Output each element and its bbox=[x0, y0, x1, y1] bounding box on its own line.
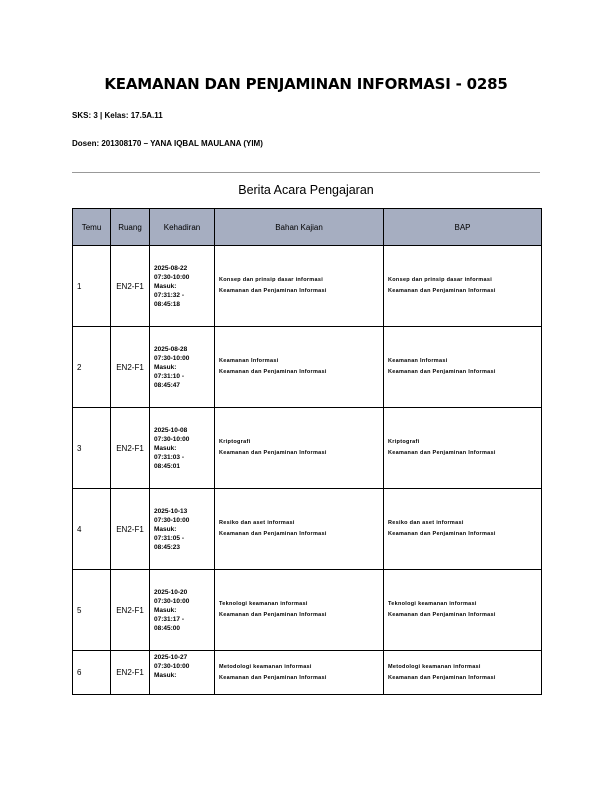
cell-bap: Metodologi keamanan informasi Keamanan dan Penjaminan Informasi bbox=[384, 651, 542, 695]
cell-bahan-kajian: Konsep dan prinsip dasar informasi Keamanan dan Penjaminan Informasi bbox=[215, 246, 384, 327]
section-title: Berita Acara Pengajaran bbox=[238, 183, 374, 197]
table-row bbox=[73, 327, 542, 408]
sks-kelas-info: SKS: 3 | Kelas: 17.5A.11 bbox=[72, 111, 163, 120]
table-row bbox=[73, 651, 542, 695]
cell-kehadiran: 2025-10-27 07:30-10:00 Masuk: bbox=[150, 651, 215, 695]
table-row bbox=[73, 570, 542, 651]
header-bap: BAP bbox=[384, 209, 542, 246]
cell-bap: Konsep dan prinsip dasar informasi Keamanan dan Penjaminan Informasi bbox=[384, 246, 542, 327]
cell-ruang: EN2-F1 bbox=[111, 327, 150, 408]
cell-ruang: EN2-F1 bbox=[111, 570, 150, 651]
cell-kehadiran: 2025-10-13 07:30-10:00 Masuk: 07:31:05 - 08:45:23 bbox=[150, 489, 215, 570]
cell-bap: Kriptografi Keamanan dan Penjaminan Informasi bbox=[384, 408, 542, 489]
cell-temu: 2 bbox=[73, 327, 111, 408]
cell-bahan-kajian: Kriptografi Keamanan dan Penjaminan Informasi bbox=[215, 408, 384, 489]
cell-temu: 1 bbox=[73, 246, 111, 327]
cell-ruang: EN2-F1 bbox=[111, 651, 150, 695]
cell-bahan-kajian: Resiko dan aset informasi Keamanan dan Penjaminan Informasi bbox=[215, 489, 384, 570]
bap-table bbox=[72, 208, 542, 695]
cell-bap: Teknologi keamanan informasi Keamanan dan Penjaminan Informasi bbox=[384, 570, 542, 651]
cell-temu: 5 bbox=[73, 570, 111, 651]
table-row bbox=[73, 246, 542, 327]
table-header-row bbox=[73, 209, 542, 246]
cell-kehadiran: 2025-10-08 07:30-10:00 Masuk: 07:31:03 - 08:45:01 bbox=[150, 408, 215, 489]
header-temu: Temu bbox=[73, 209, 111, 246]
cell-kehadiran: 2025-10-20 07:30-10:00 Masuk: 07:31:17 - 08:45:00 bbox=[150, 570, 215, 651]
cell-bahan-kajian: Keamanan Informasi Keamanan dan Penjaminan Informasi bbox=[215, 327, 384, 408]
cell-temu: 4 bbox=[73, 489, 111, 570]
table-row bbox=[73, 408, 542, 489]
cell-temu: 3 bbox=[73, 408, 111, 489]
cell-bahan-kajian: Metodologi keamanan informasi Keamanan dan Penjaminan Informasi bbox=[215, 651, 384, 695]
page-title: KEAMANAN DAN PENJAMINAN INFORMASI - 0285 bbox=[104, 75, 508, 93]
cell-kehadiran: 2025-08-28 07:30-10:00 Masuk: 07:31:10 - 08:45:47 bbox=[150, 327, 215, 408]
cell-ruang: EN2-F1 bbox=[111, 489, 150, 570]
cell-bap: Keamanan Informasi Keamanan dan Penjaminan Informasi bbox=[384, 327, 542, 408]
header-ruang: Ruang bbox=[111, 209, 150, 246]
cell-bap: Resiko dan aset informasi Keamanan dan Penjaminan Informasi bbox=[384, 489, 542, 570]
cell-ruang: EN2-F1 bbox=[111, 408, 150, 489]
header-bahan-kajian: Bahan Kajian bbox=[215, 209, 384, 246]
table-row bbox=[73, 489, 542, 570]
header-kehadiran: Kehadiran bbox=[150, 209, 215, 246]
cell-kehadiran: 2025-08-22 07:30-10:00 Masuk: 07:31:32 - 08:45:18 bbox=[150, 246, 215, 327]
divider bbox=[72, 172, 540, 173]
cell-bahan-kajian: Teknologi keamanan informasi Keamanan dan Penjaminan Informasi bbox=[215, 570, 384, 651]
cell-temu: 6 bbox=[73, 651, 111, 695]
cell-ruang: EN2-F1 bbox=[111, 246, 150, 327]
dosen-info: Dosen: 201308170 – YANA IQBAL MAULANA (YIM) bbox=[72, 139, 263, 148]
